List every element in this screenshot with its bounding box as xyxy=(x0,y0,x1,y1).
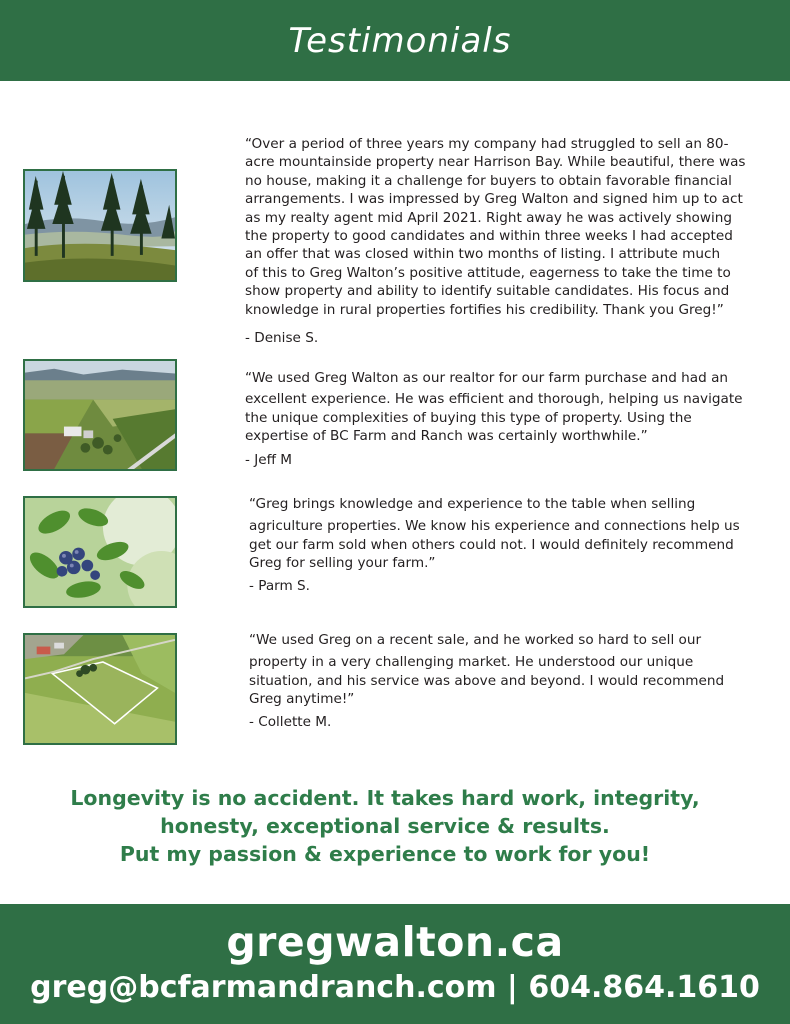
tagline xyxy=(0,784,790,868)
tagline-line: honesty, exceptional service & results. xyxy=(160,814,610,838)
testimonial-quote: “Greg brings knowledge and experience to the table when selling agriculture properties. We know his experience and connections help us get our farm sold when others could not. I would definitely recommend Greg for selling your farm.” xyxy=(249,496,740,572)
testimonial-quote: “Over a period of three years my company had struggled to sell an 80- acre mountainside property near Harrison Bay. While beautiful, there was no house, making it a challenge for buyers to obtain favorable financial arrangements. I was impressed by Greg Walton and signed him up to act as my realty agent mid April 2021. Right away he was actively showing the property to good candidates and within three weeks I had accepted an offer that was closed within two months of listing. I attribute much of this to Greg Walton’s positive attitude, eagerness to take the time to show property and ability to identify suitable candidates. His focus and knowledge in rural properties fortifies his credibility. Thank you Greg!” xyxy=(245,136,746,318)
testimonial-quote: “We used Greg Walton as our realtor for our farm purchase and had an excellent experience. He was efficient and thorough, helping us navigate the unique complexities of buying this type of property. Using the expertise of BC Farm and Ranch was certainly worthwhile.” xyxy=(245,370,743,445)
header-banner xyxy=(0,0,790,81)
testimonial-author: - Collette M. xyxy=(249,714,332,730)
contact-info[interactable]: greg@bcfarmandranch.com | 604.864.1610 xyxy=(30,970,760,1005)
blueberry-bush-photo xyxy=(23,496,177,608)
page-title: Testimonials xyxy=(288,20,512,61)
testimonial-author: - Denise S. xyxy=(245,330,319,346)
aerial-farm-photo xyxy=(23,359,177,471)
tagline-line: Longevity is no accident. It takes hard work, integrity, xyxy=(70,786,700,810)
testimonial-author: - Jeff M xyxy=(245,452,293,468)
mountainside-forest-photo xyxy=(23,169,177,282)
testimonial-quote: “We used Greg on a recent sale, and he worked so hard to sell our property in a very challenging market. He understood our unique situation, and his service was above and beyond. I would recommend Greg anytime!” xyxy=(249,632,725,708)
tagline-line: Put my passion & experience to work for you! xyxy=(119,842,651,866)
testimonial-author: - Parm S. xyxy=(249,578,311,594)
aerial-property-outline-photo xyxy=(23,633,177,745)
footer-banner xyxy=(0,904,790,1024)
website-link[interactable]: gregwalton.ca xyxy=(226,918,564,966)
